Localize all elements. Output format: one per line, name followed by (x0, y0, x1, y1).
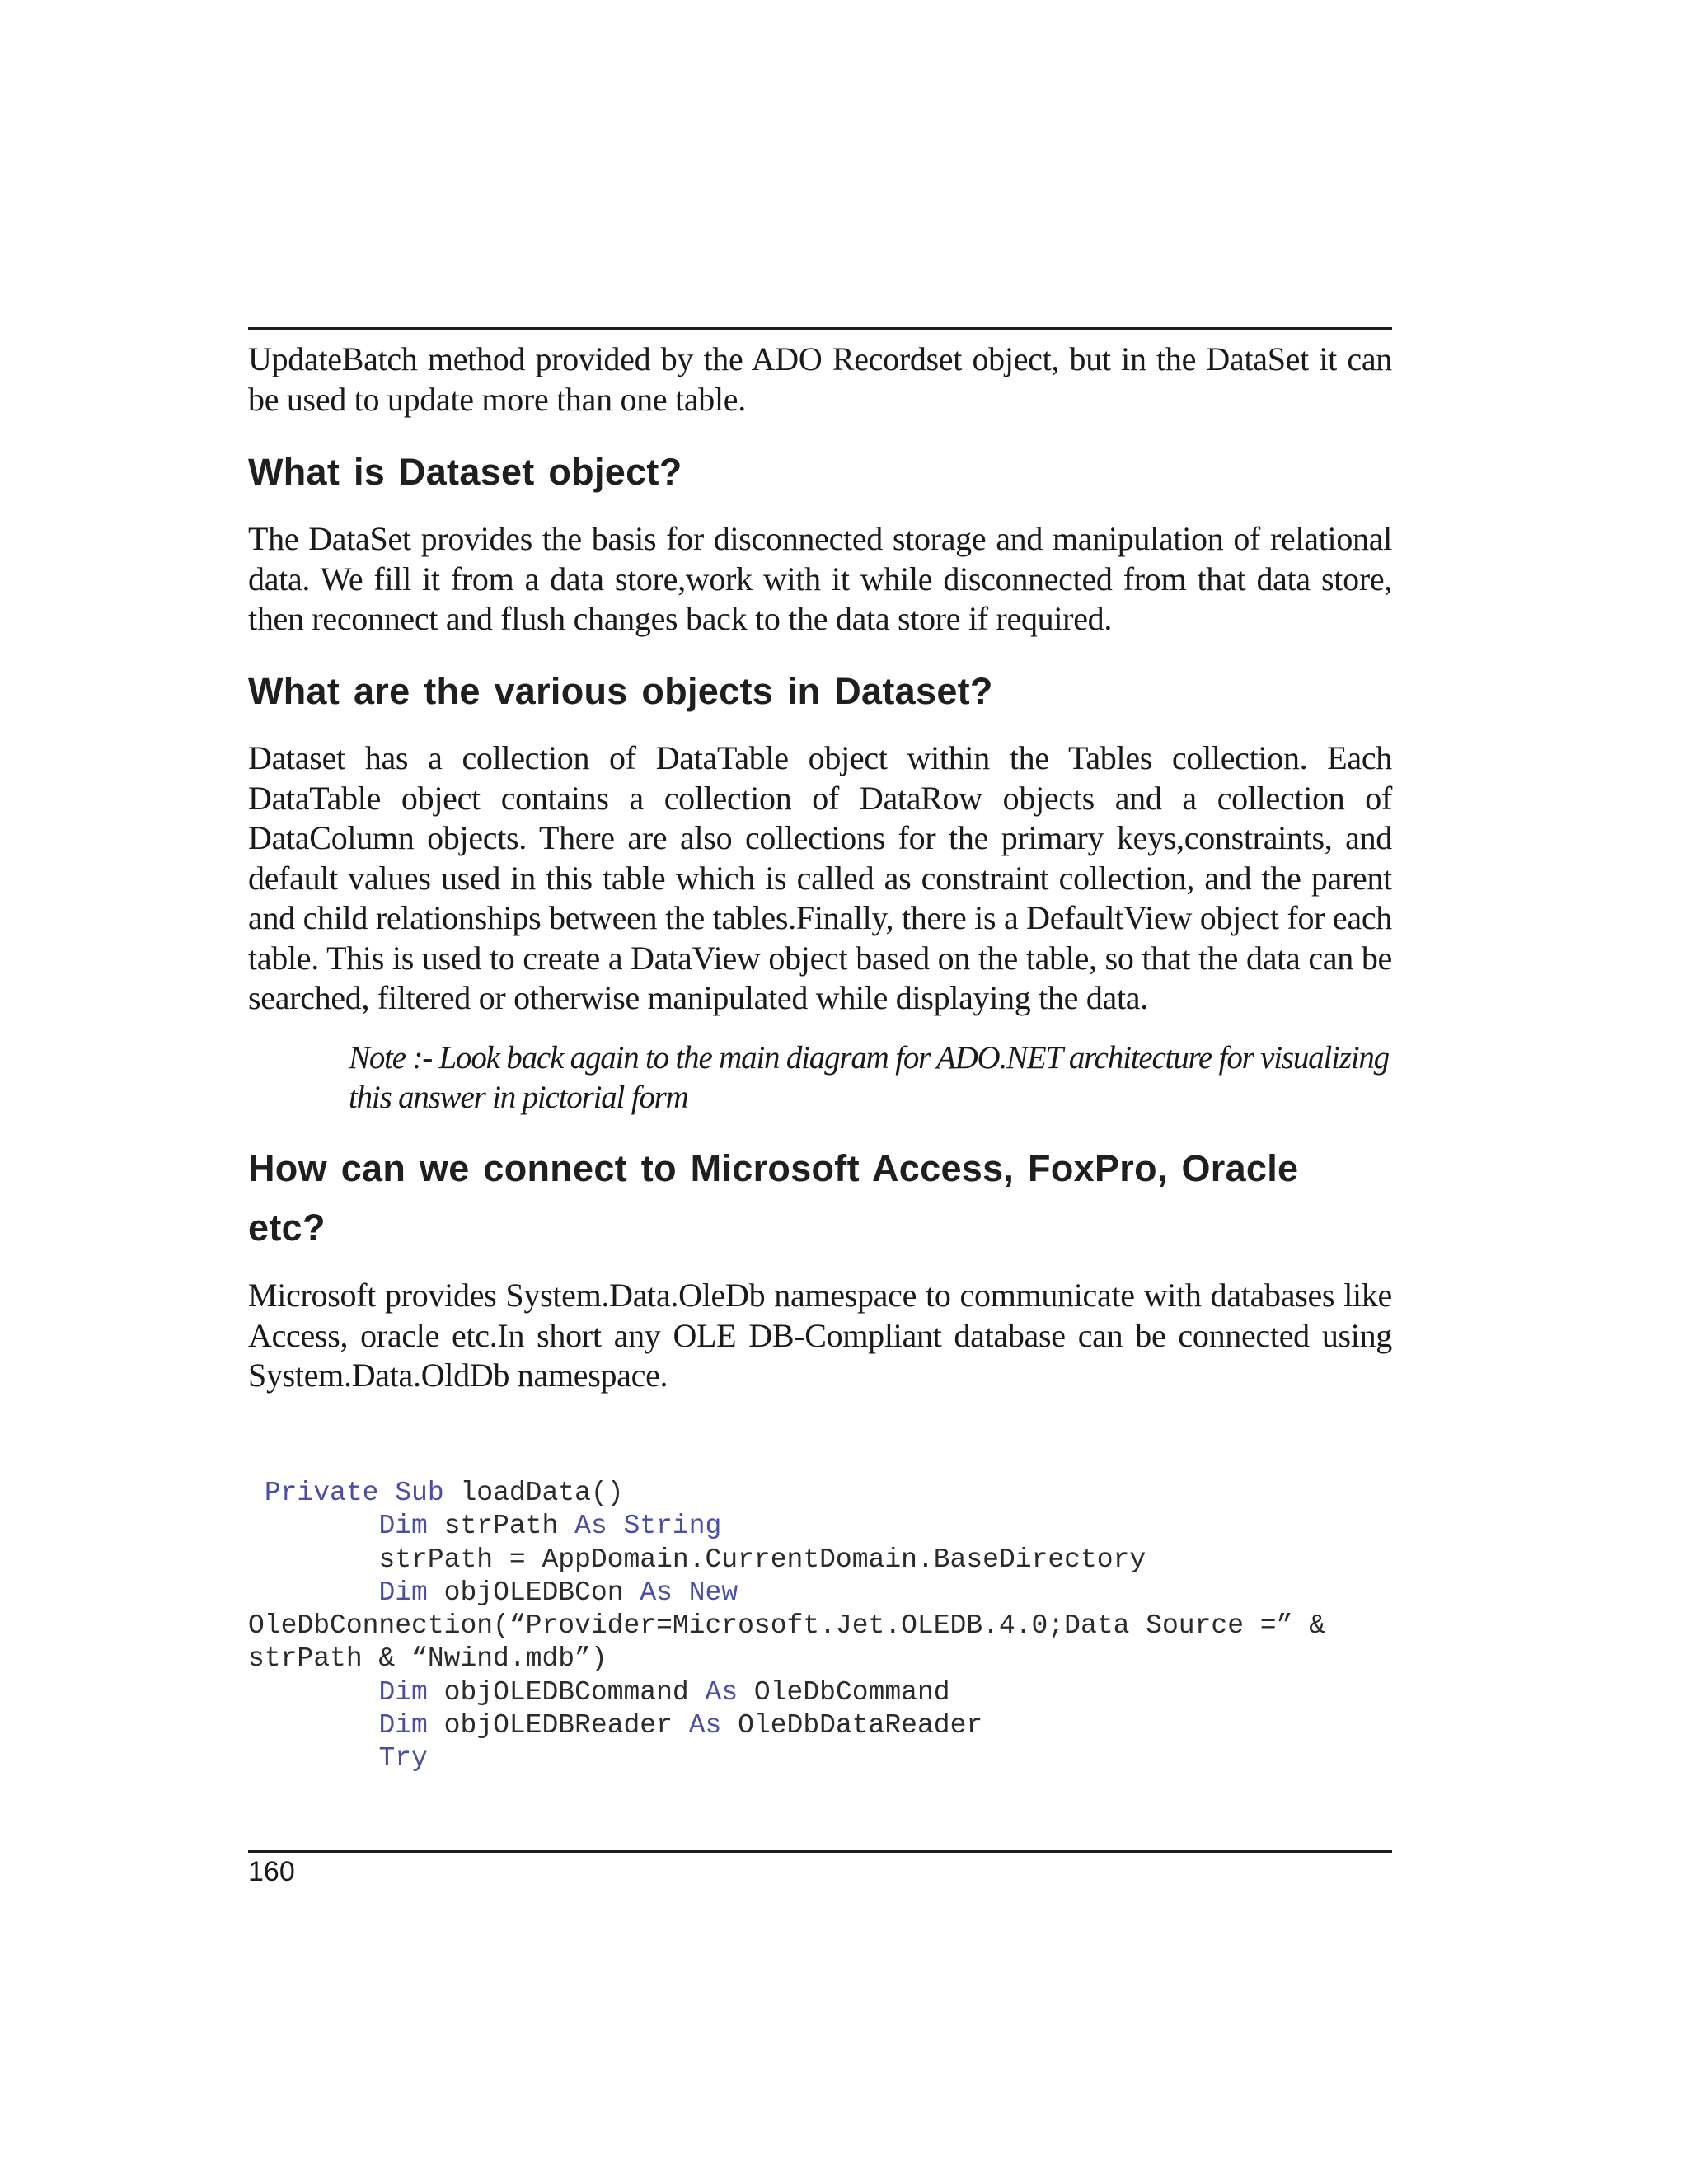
paragraph-dataset-object: The DataSet provides the basis for disconnected storage and manipulation of relational data. We fill it from a data store,work with it while disconnected from that data store, then reconnect and flush changes back to the data store if required. (248, 520, 1392, 637)
paragraph-connect-access: Microsoft provides System.Data.OleDb namespace to communicate with databases like Access, oracle etc.In short any OLE DB-Compliant database can be connected using System.Data.OldDb namespace. (248, 1277, 1392, 1394)
code-block (248, 1477, 1435, 1776)
code-line-4: Dim objOLEDBCon As New (378, 1577, 738, 1608)
footer-rule (248, 1850, 1392, 1853)
code-line-8: Dim objOLEDBReader As OleDbDataReader (378, 1710, 983, 1741)
heading-dataset-objects: What are the various objects in Dataset? (248, 670, 993, 712)
code-line-5: OleDbConnection(“Provider=Microsoft.Jet.OLEDB.4.0;Data Source =” & (248, 1610, 1326, 1642)
code-line-1: Private Sub loadData() (264, 1478, 624, 1508)
note-ado-architecture: Note :- Look back again to the main diagram for ADO.NET architecture for visualizing this answer in pictorial form (349, 1040, 1389, 1115)
header-rule (248, 327, 1392, 330)
code-line-6: strPath & “Nwind.mdb”) (248, 1643, 607, 1675)
code-line-2: Dim strPath As String (378, 1511, 722, 1542)
intro-paragraph: UpdateBatch method provided by the ADO Recordset object, but in the DataSet it can be used to update more than one table. (248, 340, 1392, 418)
heading-dataset-object: What is Dataset object? (248, 451, 682, 493)
heading-connect-access: How can we connect to Microsoft Access, FoxPro, Oracle etc? (248, 1147, 1299, 1249)
code-line-7: Dim objOLEDBCommand As OleDbCommand (378, 1676, 950, 1708)
paragraph-dataset-objects: Dataset has a collection of DataTable object within the Tables collection. Each DataTable object contains a collection of DataRow objects and a collection of DataColumn objects. There are also collections for the primary keys,constraints, and default values used in this table which is called as constraint collection, and the parent and child relationships between the tables.Finally, there is a DefaultView object for each table. This is used to create a DataView object based on the table, so that the data can be searched, filtered or otherwise manipulated while displaying the data. (248, 739, 1392, 1016)
code-line-3: strPath = AppDomain.CurrentDomain.BaseDirectory (378, 1544, 1146, 1575)
code-line-9: Try (378, 1743, 428, 1774)
page-number: 160 (248, 1856, 295, 1887)
